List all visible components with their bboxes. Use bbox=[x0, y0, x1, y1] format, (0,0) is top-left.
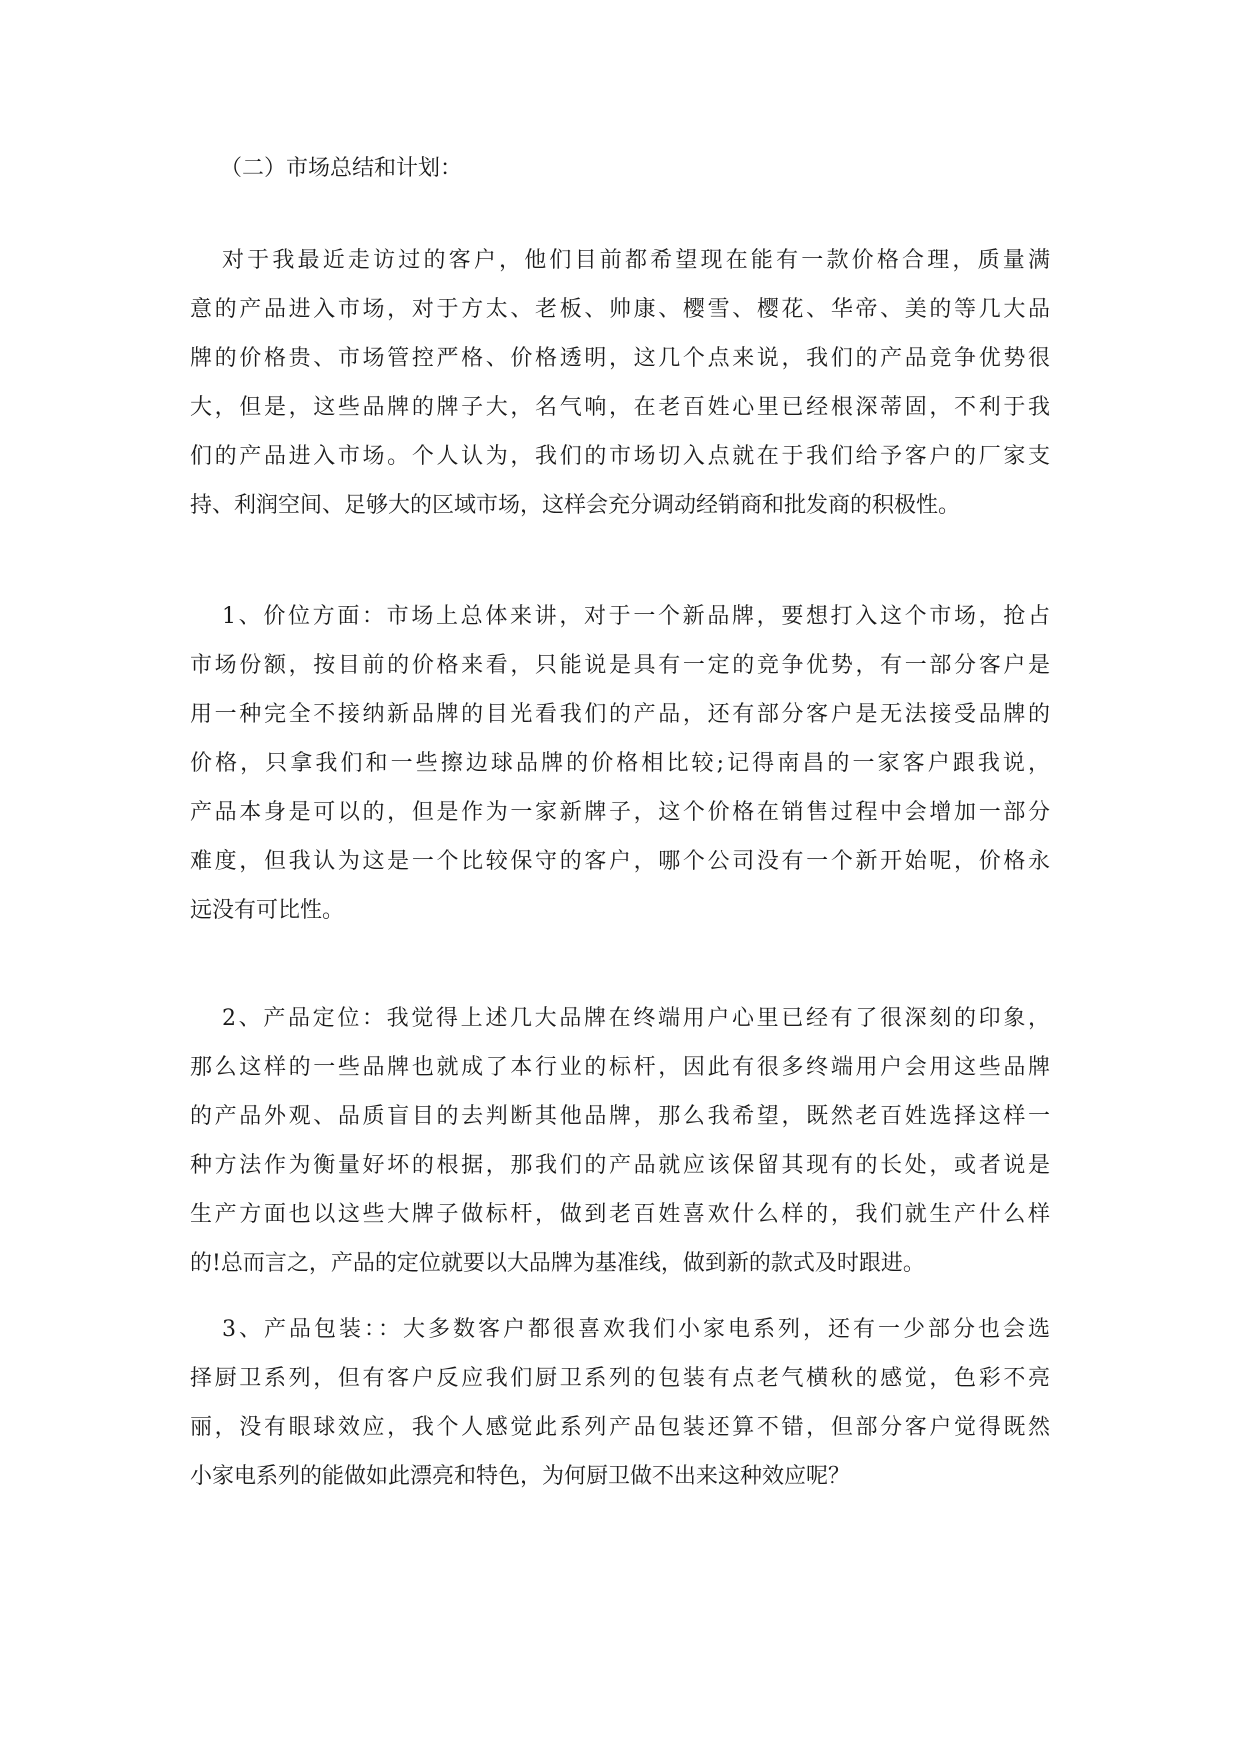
paragraph-line: 的!总而言之，产品的定位就要以大品牌为基准线，做到新的款式及时跟进。 bbox=[190, 1251, 925, 1276]
paragraph-line: 难度，但我认为这是一个比较保守的客户，哪个公司没有一个新开始呢，价格永 bbox=[190, 849, 1050, 874]
paragraph-line: 3、产品包装：：大多数客户都很喜欢我们小家电系列，还有一少部分也会选 bbox=[222, 1317, 1050, 1342]
paragraph-positioning bbox=[190, 994, 1050, 1288]
paragraph-line: 意的产品进入市场，对于方太、老板、帅康、樱雪、樱花、华帝、美的等几大品 bbox=[190, 297, 1050, 322]
paragraph-line: 对于我最近走访过的客户，他们目前都希望现在能有一款价格合理，质量满 bbox=[222, 248, 1050, 273]
paragraph-line: 远没有可比性。 bbox=[190, 898, 345, 923]
paragraph-line: 用一种完全不接纳新品牌的目光看我们的产品，还有部分客户是无法接受品牌的 bbox=[190, 702, 1050, 727]
paragraph-line: 市场份额，按目前的价格来看，只能说是具有一定的竞争优势，有一部分客户是 bbox=[190, 653, 1050, 678]
paragraph-line: 大，但是，这些品牌的牌子大，名气响，在老百姓心里已经根深蒂固，不利于我 bbox=[190, 395, 1050, 420]
paragraph-line: 种方法作为衡量好坏的根据，那我们的产品就应该保留其现有的长处，或者说是 bbox=[190, 1153, 1050, 1178]
paragraph-line: 丽，没有眼球效应，我个人感觉此系列产品包装还算不错，但部分客户觉得既然 bbox=[190, 1415, 1050, 1440]
paragraph-line: 价格，只拿我们和一些擦边球品牌的价格相比较;记得南昌的一家客户跟我说， bbox=[190, 751, 1050, 776]
paragraph-market-summary bbox=[190, 236, 1050, 530]
paragraph-line: 的产品外观、品质盲目的去判断其他品牌，那么我希望，既然老百姓选择这样一 bbox=[190, 1104, 1050, 1129]
paragraph-line: 1、价位方面：市场上总体来讲，对于一个新品牌，要想打入这个市场，抢占 bbox=[222, 604, 1050, 629]
paragraph-line: 生产方面也以这些大牌子做标杆，做到老百姓喜欢什么样的，我们就生产什么样 bbox=[190, 1202, 1050, 1227]
paragraph-line: 小家电系列的能做如此漂亮和特色，为何厨卫做不出来这种效应呢？ bbox=[190, 1464, 851, 1489]
paragraph-line: 那么这样的一些品牌也就成了本行业的标杆，因此有很多终端用户会用这些品牌 bbox=[190, 1055, 1050, 1080]
paragraph-line: 持、利润空间、足够大的区域市场，这样会充分调动经销商和批发商的积极性。 bbox=[190, 493, 961, 518]
paragraph-line: 产品本身是可以的，但是作为一家新牌子，这个价格在销售过程中会增加一部分 bbox=[190, 800, 1050, 825]
paragraph-packaging bbox=[190, 1305, 1050, 1501]
paragraph-line: 们的产品进入市场。个人认为，我们的市场切入点就在于我们给予客户的厂家支 bbox=[190, 444, 1050, 469]
paragraph-line: 择厨卫系列，但有客户反应我们厨卫系列的包装有点老气横秋的感觉，色彩不亮 bbox=[190, 1366, 1050, 1391]
paragraph-line: 牌的价格贵、市场管控严格、价格透明，这几个点来说，我们的产品竞争优势很 bbox=[190, 346, 1050, 371]
paragraph-pricing bbox=[190, 592, 1050, 935]
paragraph-line: 2、产品定位：我觉得上述几大品牌在终端用户心里已经有了很深刻的印象， bbox=[222, 1006, 1050, 1031]
section-heading: （二）市场总结和计划： bbox=[220, 156, 463, 181]
